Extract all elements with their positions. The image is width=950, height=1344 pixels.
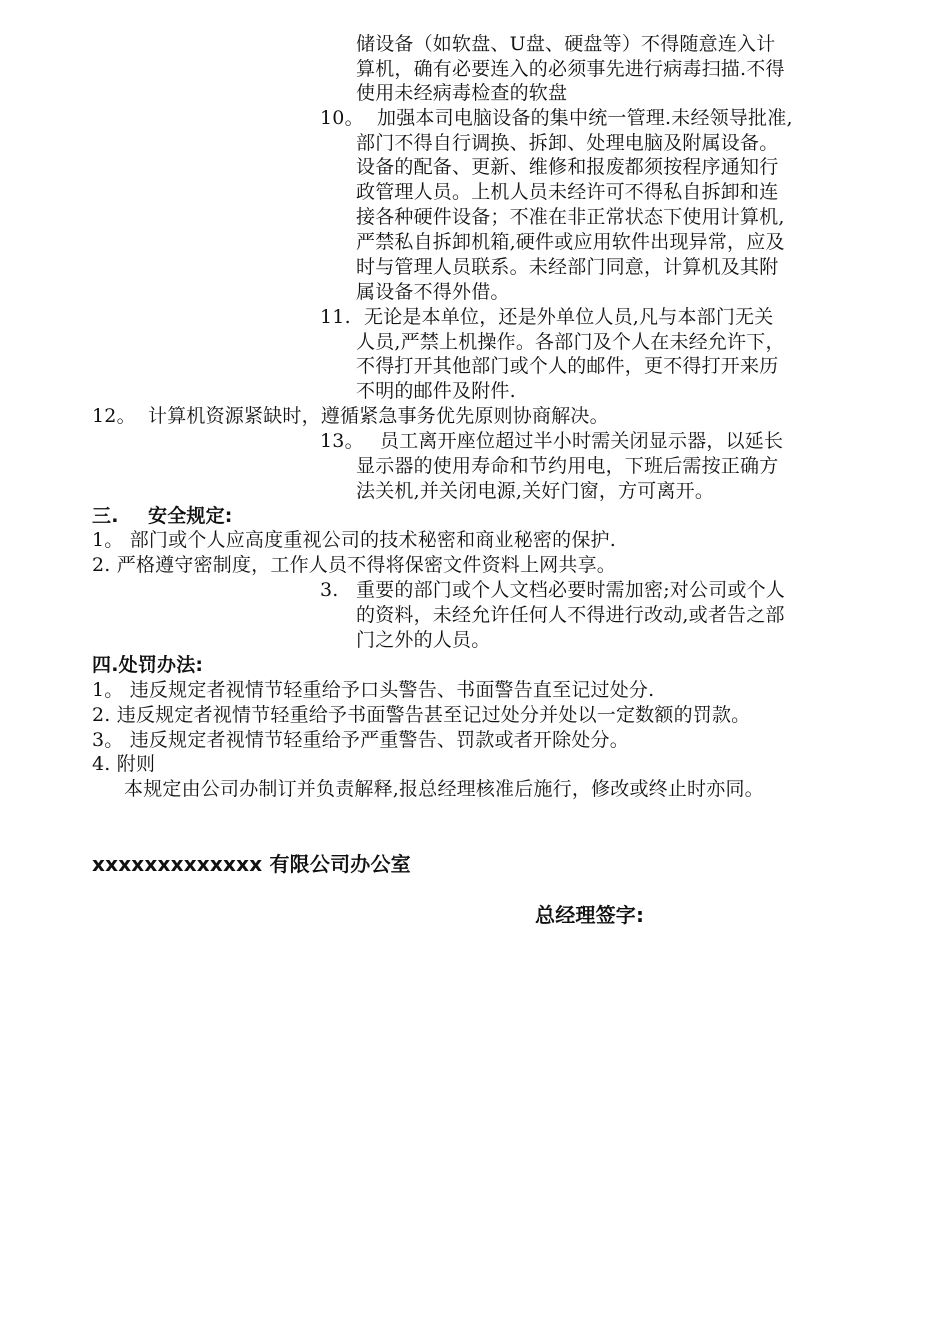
section4-item-1: 1。 违反规定者视情节轻重给予口头警告、书面警告直至记过处分. (92, 679, 655, 701)
section3-item-1: 1。 部门或个人应高度重视公司的技术秘密和商业秘密的保护. (92, 529, 616, 551)
section3-item3-line-2: 的资料，未经允许任何人不得进行改动,或者告之部 (356, 604, 785, 626)
item13-line-3: 法关机,并关闭电源,关好门窗，方可离开。 (356, 480, 715, 502)
item12-text: 计算机资源紧缺时，遵循紧急事务优先原则协商解决。 (148, 405, 609, 427)
item11-line-4: 不明的邮件及附件. (356, 380, 516, 402)
item10-line-8: 属设备不得外借。 (356, 281, 510, 303)
item10-line-3: 设备的配备、更新、维修和报废都须按程序通知行 (356, 156, 779, 178)
appendix-text: 本规定由公司办制订并负责解释,报总经理核准后施行，修改或终止时亦同。 (124, 778, 764, 800)
section4-item-2: 2. 违反规定者视情节轻重给予书面警告甚至记过处分并处以一定数额的罚款。 (92, 704, 751, 726)
item9-line-3: 使用未经病毒检查的软盘 (356, 82, 568, 104)
section3-item3-line-1: 重要的部门或个人文档必要时需加密;对公司或个人 (356, 579, 786, 601)
item13-number: 13。 (320, 430, 364, 452)
section3-item-2: 2. 严格遵守密制度，工作人员不得将保密文件资料上网共享。 (92, 554, 616, 576)
item10-line-5: 接各种硬件设备；不准在非正常状态下使用计算机, (356, 206, 785, 228)
item11-line-3: 不得打开其他部门或个人的邮件，更不得打开来历 (356, 355, 779, 377)
item10-line-2: 部门不得自行调换、拆卸、处理电脑及附属设备。 (356, 132, 779, 154)
item10-number: 10。 (320, 107, 364, 129)
section4-item-4: 4. 附则 (92, 753, 156, 775)
section3-heading: 安全规定: (148, 505, 233, 527)
item9-line-2: 算机，确有必要连入的必须事先进行病毒扫描.不得 (356, 58, 785, 80)
section3-item3-number: 3. (320, 579, 339, 601)
item10-line-7: 时与管理人员联系。未经部门同意，计算机及其附 (356, 256, 779, 278)
organization-name: xxxxxxxxxxxxx 有限公司办公室 (92, 852, 411, 876)
signature-label: 总经理签字: (535, 903, 645, 927)
item11-line-2: 人员,严禁上机操作。各部门及个人在未经允许下， (356, 331, 785, 353)
item10-line-4: 政管理人员。上机人员未经许可不得私自拆卸和连 (356, 181, 779, 203)
item11-number: 11. (320, 306, 351, 328)
item10-line-1: 加强本司电脑设备的集中统一管理.未经领导批准, (377, 107, 793, 129)
item11-line-1: 无论是本单位，还是外单位人员,凡与本部门无关 (364, 306, 774, 328)
section3-heading-number: 三. (92, 505, 119, 527)
item9-line-1: 储设备（如软盘、U盘、硬盘等）不得随意连入计 (356, 33, 776, 55)
item12-number: 12。 (92, 405, 136, 427)
section4-heading: 四.处罚办法: (92, 654, 204, 676)
item10-line-6: 严禁私自拆卸机箱,硬件或应用软件出现异常，应及 (356, 231, 785, 253)
item13-line-1: 员工离开座位超过半小时需关闭显示器，以延长 (380, 430, 784, 452)
section4-item-3: 3。 违反规定者视情节轻重给予严重警告、罚款或者开除处分。 (92, 729, 629, 751)
item13-line-2: 显示器的使用寿命和节约用电，下班后需按正确方 (356, 455, 779, 477)
section3-item3-line-3: 门之外的人员。 (356, 629, 491, 651)
